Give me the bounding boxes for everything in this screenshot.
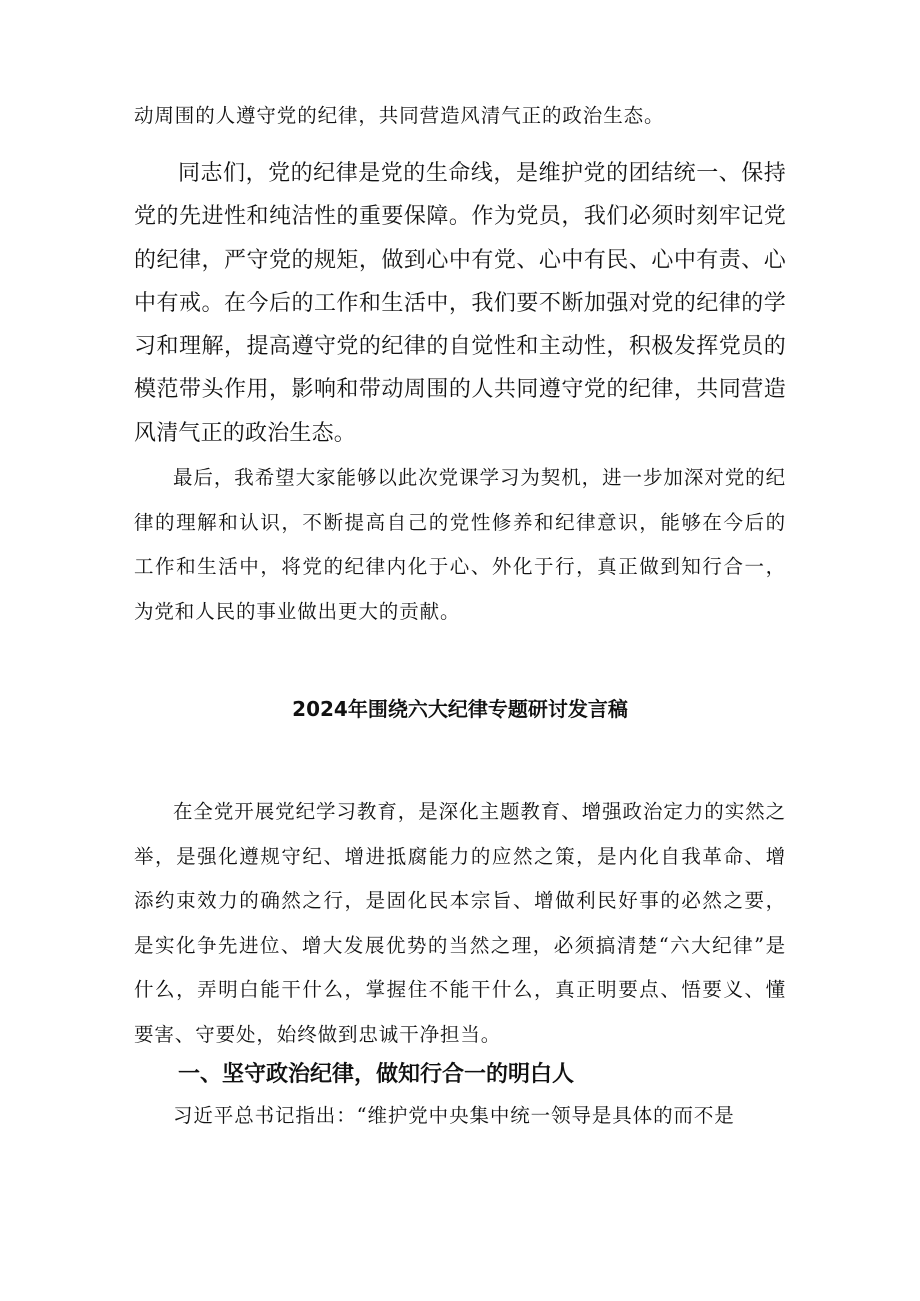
paragraph-comrades: 同志们，党的纪律是党的生命线，是维护党的团结统一、保持党的先进性和纯洁性的重要保障。作为党员，我们必须时刻牢记党的纪律，严守党的规矩，做到心中有党、心中有民、心中有责、心中有戒。在今后的工作和生活中，我们要不断加强对党的纪律的学习和理解，提高遵守党的纪律的自觉性和主动性，积极发挥党员的模范带头作用，影响和带动周围的人共同遵守党的纪律，共同营造风清气正的政治生态。: [134, 161, 786, 446]
paragraph-intro: 在全党开展党纪学习教育，是深化主题教育、增强政治定力的实然之举，是强化遵规守纪、增进抵腐能力的应然之策，是内化自我革命、增添约束效力的确然之行，是固化民本宗旨、增做利民好事的必然之要，是实化争先进位、增大发展优势的当然之理，必须搞清楚“六大纪律”是什么，弄明白能干什么，掌握住不能干什么，真正明要点、悟要义、懂要害、守要处，始终做到忠诚干净担当。: [134, 800, 786, 1046]
paragraph-quote: 习近平总书记指出：“维护党中央集中统一领导是具体的而不是: [173, 1104, 735, 1127]
heading-political-discipline: 一、坚守政治纪律，做知行合一的明白人: [178, 1062, 575, 1087]
paragraph-continuation: 动周围的人遵守党的纪律，共同营造风清气正的政治生态。: [134, 104, 665, 127]
section-title: 2024年围绕六大纪律专题研讨发言稿: [292, 697, 628, 721]
paragraph-finally: 最后，我希望大家能够以此次党课学习为契机，进一步加深对党的纪律的理解和认识，不断提高自己的党性修养和纪律意识，能够在今后的工作和生活中，将党的纪律内化于心、外化于行，真正做到知行合一，为党和人民的事业做出更大的贡献。: [134, 466, 786, 623]
